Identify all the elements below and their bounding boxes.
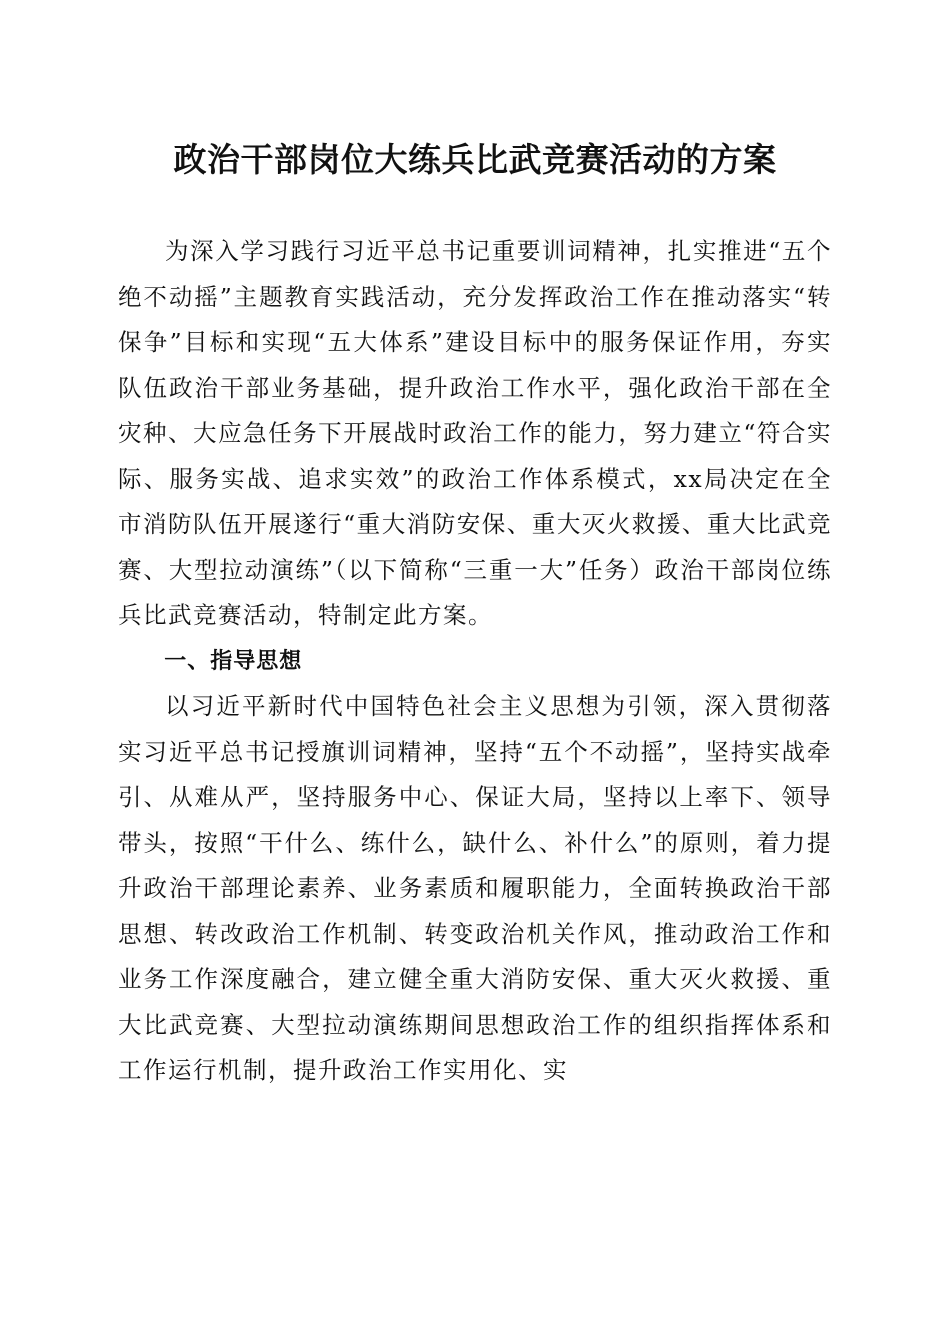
guiding-ideology-paragraph: 以习近平新时代中国特色社会主义思想为引领，深入贯彻落实习近平总书记授旗训词精神，坚持“五个不动摇”，坚持实战牵引、从难从严，坚持服务中心、保证大局，坚持以上率下、领导带头，按照“干什么、练什么，缺什么、补什么”的原则，着力提升政治干部理论素养、业务素质和履职能力，全面转换政治干部思想、转改政治工作机制、转变政治机关作风，推动政治工作和业务工作深度融合，建立健全重大消防安保、重大灭火救援、重大比武竞赛、大型拉动演练期间思想政治工作的组织指挥体系和工作运行机制，提升政治工作实用化、实 <box>118 692 832 1084</box>
intro-paragraph: 为深入学习践行习近平总书记重要训词精神，扎实推进“五个绝不动摇”主题教育实践活动，充分发挥政治工作在推动落实“转保争”目标和实现“五大体系”建设目标中的服务保证作用，夯实队伍政治干部业务基础，提升政治工作水平，强化政治干部在全灾种、大应急任务下开展战时政治工作的能力，努力建立“符合实际、服务实战、追求实效”的政治工作体系模式，xx局决定在全市消防队伍开展遂行“重大消防安保、重大灭火救援、重大比武竞赛、大型拉动演练”（以下简称“三重一大”任务）政治干部岗位练兵比武竞赛活动，特制定此方案。 <box>118 237 832 629</box>
document-body <box>118 229 832 1094</box>
section-heading-guiding-ideology: 一、指导思想 <box>164 648 303 674</box>
document-title: 政治干部岗位大练兵比武竞赛活动的方案 <box>173 140 777 179</box>
